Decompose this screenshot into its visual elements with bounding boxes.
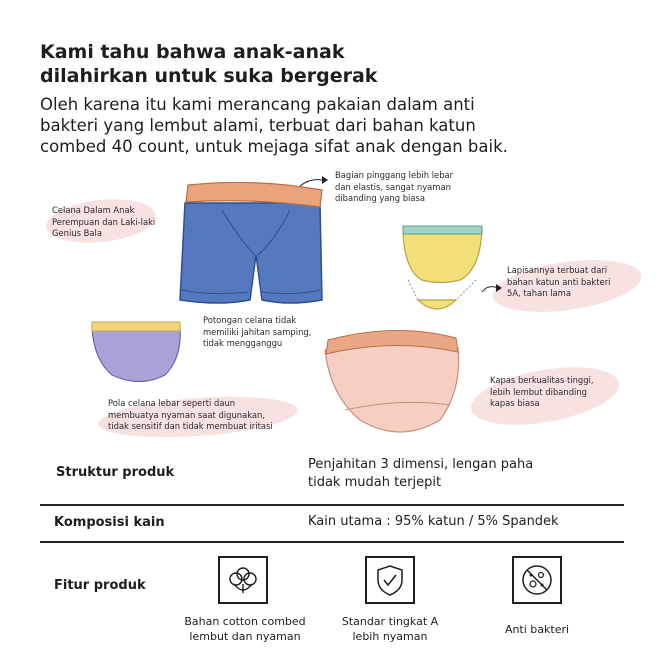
feature-antibacterial-label-line-1: Anti bakteri xyxy=(504,623,570,636)
feature-antibacterial-label xyxy=(452,622,622,637)
feature-standard-label-line-2: lebih nyaman xyxy=(352,630,428,643)
annotation-cut-line-3: tidak mengganggu xyxy=(203,338,283,348)
annotation-cotton-line-2: lebih lembut dibanding xyxy=(490,386,587,397)
anti-bacteria-icon xyxy=(519,562,555,598)
annotation-layer-line-2: bahan katun anti bakteri xyxy=(507,276,611,287)
annotation-waistband-line-2: dan elastis, sangat nyaman xyxy=(335,181,451,192)
cotton-icon xyxy=(225,562,261,598)
annotation-pattern xyxy=(108,398,273,433)
annotation-cotton-line-3: kapas biasa xyxy=(490,398,540,408)
annotation-cotton xyxy=(490,375,594,410)
fabric-label: Komposisi kain xyxy=(54,515,165,530)
annotation-layer-line-1: Lapisannya terbuat dari xyxy=(507,265,608,275)
annotation-layer xyxy=(507,265,610,300)
pink-brief-illustration xyxy=(325,330,459,432)
structure-label: Struktur produk xyxy=(56,465,175,480)
annotation-cut xyxy=(203,315,311,350)
intro-line-3: combed 40 count, untuk mejaga sifat anak dengan baik. xyxy=(40,137,508,156)
structure-value-line-1: Penjahitan 3 dimensi, lengan paha xyxy=(308,457,534,472)
yellow-brief-illustration xyxy=(403,226,482,309)
annotation-cut-line-1: Potongan celana tidak xyxy=(203,315,297,325)
feature-standard-label xyxy=(305,614,475,644)
divider-2 xyxy=(40,541,624,543)
boxer-briefs-illustration xyxy=(180,182,322,303)
feature-cotton-label-line-2: lembut dan nyaman xyxy=(189,630,301,643)
fabric-value: Kain utama : 95% katun / 5% Spandek xyxy=(308,514,559,529)
purple-brief-illustration xyxy=(92,322,180,382)
annotation-cotton-line-1: Kapas berkualitas tinggi, xyxy=(490,375,594,385)
structure-value-line-2: tidak mudah terjepit xyxy=(308,475,442,490)
annotation-waistband-line-1: Bagian pinggang lebih lebar xyxy=(335,170,454,180)
feature-standard-label-line-1: Standar tingkat A xyxy=(341,615,439,628)
annotation-pattern-line-2: membuatya nyaman saat digunakan, xyxy=(108,409,266,420)
feature-antibacterial xyxy=(512,556,562,604)
annotation-title xyxy=(52,205,155,240)
annotation-waistband-line-3: dibanding yang biasa xyxy=(335,193,425,203)
headline-line-2: dilahirkan untuk suka bergerak xyxy=(40,65,378,87)
annotation-pattern-line-1: Pola celana lebar seperti daun xyxy=(108,398,236,408)
intro-line-2: bakteri yang lembut alami, terbuat dari bahan katun xyxy=(40,116,476,135)
annotation-waistband xyxy=(335,170,453,205)
annotation-title-line-3: Genius Bala xyxy=(52,228,102,238)
structure-value xyxy=(308,456,533,492)
features-label: Fitur produk xyxy=(54,578,146,593)
divider-1 xyxy=(40,504,624,506)
annotation-title-line-2: Perempuan dan Laki-laki xyxy=(52,216,156,227)
feature-cotton-label-line-1: Bahan cotton combed xyxy=(184,615,306,628)
feature-standard xyxy=(365,556,415,604)
annotation-layer-line-3: 5A, tahan lama xyxy=(507,288,571,298)
annotation-cut-line-2: memiliki jahitan samping, xyxy=(203,326,312,337)
intro-line-1: Oleh karena itu kami merancang pakaian dalam anti xyxy=(40,95,475,114)
annotation-pattern-line-3: tidak sensitif dan tidak membuat iritasi xyxy=(108,421,273,431)
shield-check-icon xyxy=(372,562,408,598)
headline-line-1: Kami tahu bahwa anak-anak xyxy=(40,41,345,63)
annotation-title-line-1: Celana Dalam Anak xyxy=(52,205,135,215)
feature-cotton xyxy=(218,556,268,604)
